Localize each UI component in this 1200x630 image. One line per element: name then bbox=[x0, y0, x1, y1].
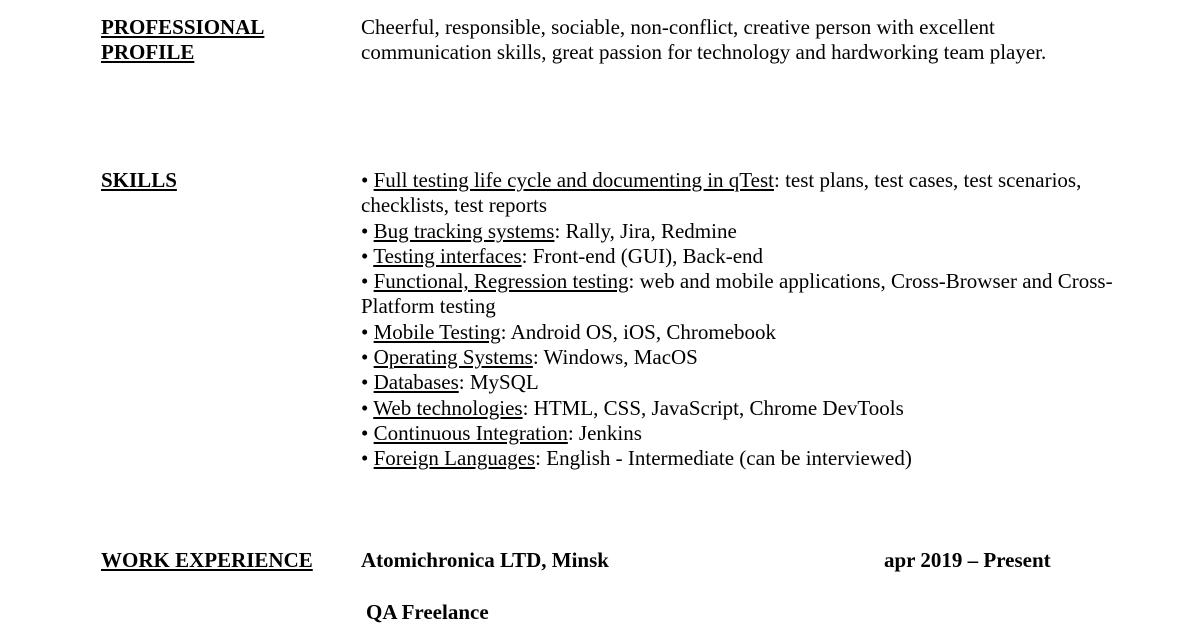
skill-name: Web technologies bbox=[373, 395, 523, 420]
profile-heading-line2: PROFILE bbox=[101, 40, 195, 64]
skill-detail: : Android OS, iOS, Chromebook bbox=[500, 319, 777, 344]
skill-detail: : Front-end (GUI), Back-end bbox=[521, 243, 764, 268]
skill-item bbox=[361, 320, 1121, 345]
skill-name: Functional, Regression testing bbox=[373, 269, 629, 294]
skills-heading: SKILLS bbox=[101, 168, 177, 192]
skill-name: Foreign Languages bbox=[373, 446, 536, 471]
skills-list bbox=[361, 168, 1121, 472]
work-experience-heading: WORK EXPERIENCE bbox=[101, 548, 313, 572]
skill-name: Databases bbox=[373, 370, 459, 395]
bullet-icon: • bbox=[361, 218, 369, 243]
employment-dates: apr 2019 – Present bbox=[884, 548, 1051, 572]
company-name: Atomichronica LTD, Minsk bbox=[361, 548, 609, 572]
skill-item bbox=[361, 269, 1121, 320]
bullet-icon: • bbox=[361, 168, 369, 192]
bullet-icon: • bbox=[361, 370, 369, 395]
skill-item bbox=[361, 446, 1121, 471]
profile-text: Cheerful, responsible, sociable, non-conflict, creative person with excellent communication skills, great passion for technology and hardworking team player. bbox=[361, 15, 1047, 65]
skill-detail: : Windows, MacOS bbox=[532, 345, 698, 370]
profile-heading-line1: PROFESSIONAL bbox=[101, 15, 265, 39]
skill-item bbox=[361, 345, 1121, 370]
skill-name: Operating Systems bbox=[373, 345, 533, 370]
skill-item bbox=[361, 244, 1121, 269]
skill-item bbox=[361, 421, 1121, 446]
skill-detail: : HTML, CSS, JavaScript, Chrome DevTools bbox=[522, 395, 904, 420]
skill-detail: : test plans, test cases, test scenarios, checklists, test reports bbox=[361, 168, 1082, 218]
professional-profile-heading bbox=[101, 15, 264, 65]
skill-item bbox=[361, 168, 1121, 219]
skill-name: Continuous Integration bbox=[373, 420, 568, 445]
skill-name: Bug tracking systems bbox=[373, 218, 555, 243]
bullet-icon: • bbox=[361, 243, 369, 268]
bullet-icon: • bbox=[361, 319, 369, 344]
skill-item bbox=[361, 219, 1121, 244]
skill-name: Mobile Testing bbox=[373, 319, 501, 344]
skill-detail: : MySQL bbox=[458, 370, 539, 395]
bullet-icon: • bbox=[361, 345, 369, 370]
skill-name: Full testing life cycle and documenting in qTest bbox=[373, 168, 774, 192]
skill-detail: : web and mobile applications, Cross-Browser and Cross-Platform testing bbox=[361, 269, 1113, 319]
skill-detail: : Jenkins bbox=[567, 420, 642, 445]
bullet-icon: • bbox=[361, 446, 369, 471]
bullet-icon: • bbox=[361, 269, 369, 294]
skill-item bbox=[361, 396, 1121, 421]
skill-item bbox=[361, 370, 1121, 395]
skill-name: Testing interfaces bbox=[373, 243, 522, 268]
skill-detail: : Rally, Jira, Redmine bbox=[554, 218, 737, 243]
bullet-icon: • bbox=[361, 420, 369, 445]
skill-detail: : English - Intermediate (can be interviewed) bbox=[535, 446, 912, 471]
job-title: QA Freelance bbox=[366, 600, 489, 624]
bullet-icon: • bbox=[361, 395, 369, 420]
